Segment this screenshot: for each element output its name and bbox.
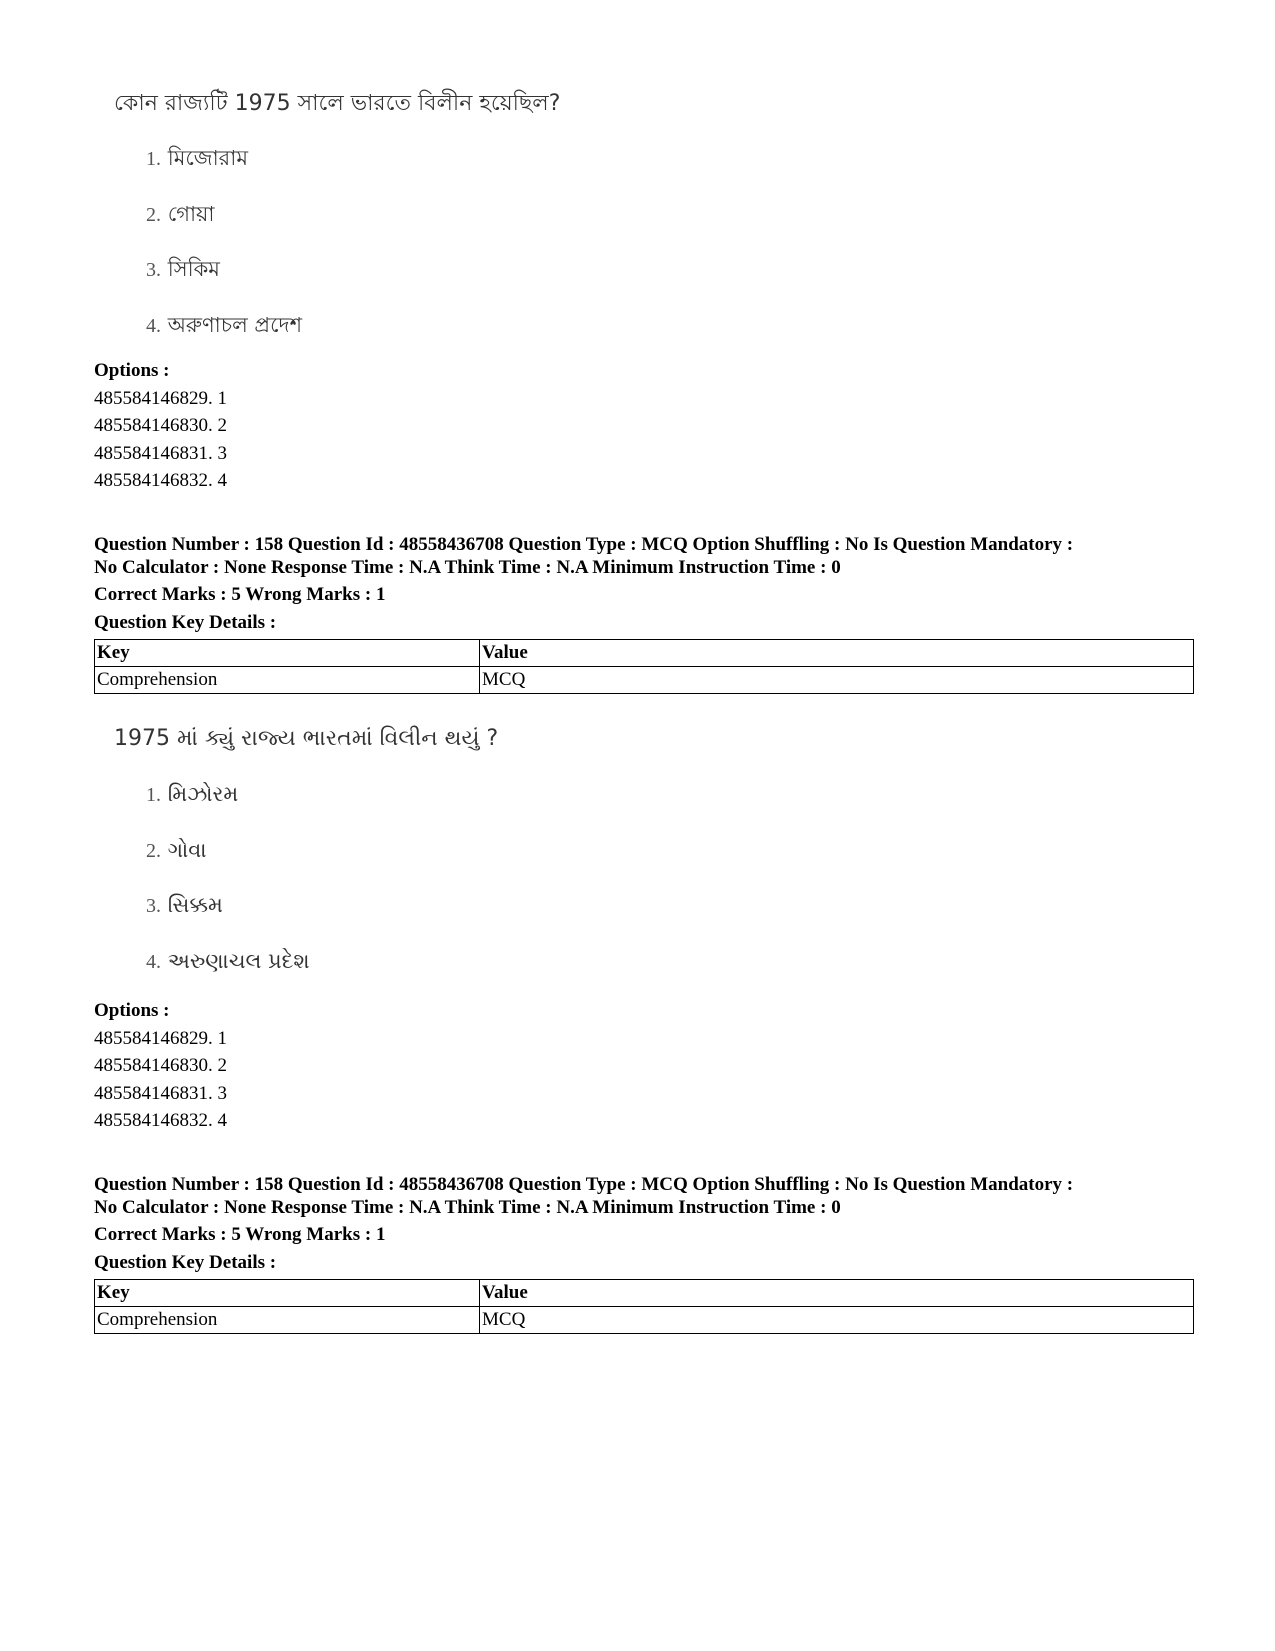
table-cell: Comprehension bbox=[95, 1307, 480, 1334]
question-text: 1975 માં ક્યું રાજ્ય ભારતમાં વિલીન થયું ? bbox=[114, 726, 499, 751]
option-item: 485584146830. 2 bbox=[94, 415, 227, 436]
table-header: Value bbox=[480, 640, 1194, 667]
question-choice: 1. মিজোরাম bbox=[146, 146, 248, 170]
option-item: 485584146829. 1 bbox=[94, 1028, 227, 1049]
meta-line: Question Number : 158 Question Id : 48558436708 Question Type : MCQ Option Shuffling : No Is Question Mandatory : bbox=[94, 1174, 1074, 1195]
table-cell: MCQ bbox=[480, 1307, 1194, 1334]
question-choice: 1. મિઝોરમ bbox=[146, 782, 239, 806]
question-choice: 3. સિક્કમ bbox=[146, 893, 223, 917]
key-details-table bbox=[94, 1279, 1194, 1334]
key-details-label: Question Key Details : bbox=[94, 1252, 277, 1273]
question-choice: 4. অরুণাচল প্রদেশ bbox=[146, 313, 303, 337]
meta-line: No Calculator : None Response Time : N.A Think Time : N.A Minimum Instruction Time : 0 bbox=[94, 1197, 841, 1218]
question-choice: 3. সিকিম bbox=[146, 257, 220, 281]
marks-line: Correct Marks : 5 Wrong Marks : 1 bbox=[94, 1224, 386, 1245]
option-item: 485584146831. 3 bbox=[94, 443, 227, 464]
meta-line: No Calculator : None Response Time : N.A Think Time : N.A Minimum Instruction Time : 0 bbox=[94, 557, 841, 578]
table-cell: MCQ bbox=[480, 667, 1194, 694]
options-label: Options : bbox=[94, 1000, 170, 1021]
table-header: Value bbox=[480, 1280, 1194, 1307]
meta-line: Question Number : 158 Question Id : 48558436708 Question Type : MCQ Option Shuffling : No Is Question Mandatory : bbox=[94, 534, 1074, 555]
table-header: Key bbox=[95, 640, 480, 667]
option-item: 485584146829. 1 bbox=[94, 388, 227, 409]
question-choice: 4. અરુણાચલ પ્રદેશ bbox=[146, 949, 310, 973]
key-details-table bbox=[94, 639, 1194, 694]
option-item: 485584146832. 4 bbox=[94, 1110, 227, 1131]
table-row bbox=[95, 1307, 1194, 1334]
key-details-label: Question Key Details : bbox=[94, 612, 277, 633]
option-item: 485584146831. 3 bbox=[94, 1083, 227, 1104]
question-text: কোন রাজ্যটি 1975 সালে ভারতে বিলীন হয়েছিল? bbox=[114, 91, 561, 116]
option-item: 485584146832. 4 bbox=[94, 470, 227, 491]
question-choice: 2. ગોવા bbox=[146, 838, 207, 862]
table-header-row bbox=[95, 1280, 1194, 1307]
table-header-row bbox=[95, 640, 1194, 667]
table-cell: Comprehension bbox=[95, 667, 480, 694]
table-header: Key bbox=[95, 1280, 480, 1307]
option-item: 485584146830. 2 bbox=[94, 1055, 227, 1076]
options-label: Options : bbox=[94, 360, 170, 381]
marks-line: Correct Marks : 5 Wrong Marks : 1 bbox=[94, 584, 386, 605]
table-row bbox=[95, 667, 1194, 694]
question-choice: 2. গোয়া bbox=[146, 202, 215, 226]
